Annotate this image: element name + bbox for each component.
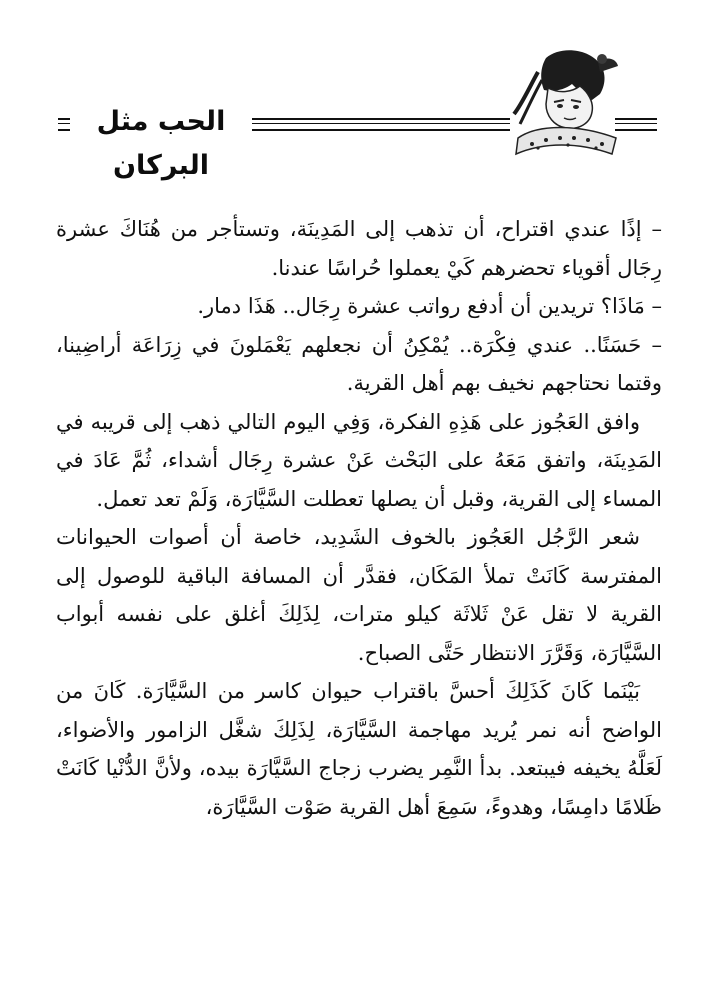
decorative-rule-left	[58, 118, 70, 131]
chapter-header	[0, 0, 720, 180]
body-text	[56, 210, 662, 826]
dialogue-paragraph: – حَسَنًا.. عندي فِكْرَة.. يُمْكِنُ أن نجعلهم يَعْمَلونَ في زِرَاعَة أراضِينا، وقتما نحتاجهم نخيف بهم أهل القرية.	[56, 332, 662, 395]
chapter-title: الحب مثل البركان	[96, 106, 226, 181]
dialogue-paragraph: – إذًا عندي اقتراح، أن تذهب إلى المَدِينَة، وتستأجر من هُنَاكَ عشرة رِجَال أقوياء تحضرهم كَيْ يعملوا حُراسًا عندنا.	[56, 217, 662, 280]
narrative-paragraph: شعر الرَّجُل العَجُوز بالخوف الشَدِيد، خاصة أن أصوات الحيوانات المفترسة كَانَتْ تملأ المَكَان، فقدَّر أن المسافة الباقية للوصول إلى القرية لا تقل عَنْ ثَلاثَة كيلو مترات، لِذَلِكَ أغلق على نفسه أبواب السَّيَّارَة، وَقَرَّرَ الانتظار حَتَّى الصباح.	[56, 525, 662, 665]
girl-illustration	[508, 42, 620, 160]
decorative-rule-middle	[252, 118, 510, 131]
narrative-paragraph: وافق العَجُوز على هَذِهِ الفكرة، وَفِي اليوم التالي ذهب إلى قريبه في المَدِينَة، واتفق مَعَهُ على البَحْث عَنْ عشرة رِجَال أشداء، ثُمَّ عَادَ في المساء إلى القرية، وقبل أن يصلها تعطلت السَّيَّارَة، وَلَمْ تعد تعمل.	[56, 409, 662, 511]
narrative-paragraph: بَيْنَما كَانَ كَذَلِكَ أحسَّ باقتراب حيوان كاسر من السَّيَّارَة. كَانَ من الواضح أنه نمر يُريد مهاجمة السَّيَّارَة، لِذَلِكَ شغَّل الزامور والأضواء، لَعَلَّهُ يخيفه فيبتعد. بدأ النَّمِر يضرب زجاج السَّيَّارَة بيده، ولأنَّ الدُّنْيا كَانَتْ ظَلامًا دامِسًا، وهدوءً، سَمِعَ أهل القرية صَوْت السَّيَّارَة،	[56, 679, 662, 819]
dialogue-paragraph: – مَاذَا؟ تريدين أن أدفع رواتب عشرة رِجَال.. هَذَا دمار.	[197, 294, 662, 318]
decorative-rule-right	[615, 118, 657, 131]
